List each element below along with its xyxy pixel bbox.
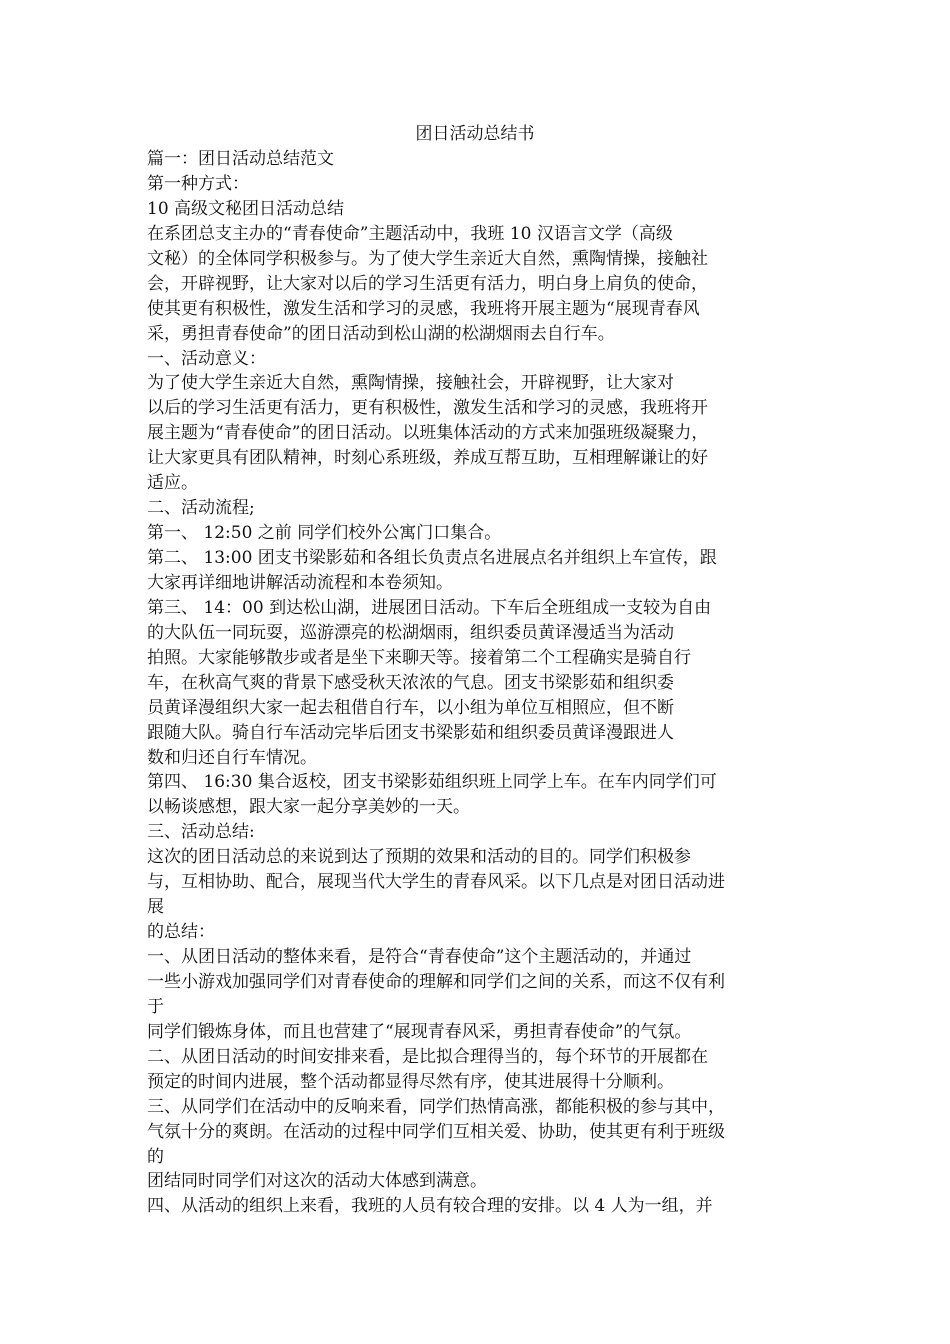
text-line: 预定的时间内进展，整个活动都显得尽然有序，使其进展得十分顺利。 — [147, 1071, 674, 1092]
text-line: 三、从同学们在活动中的反响来看，同学们热情高涨，都能积极的参与其中， — [147, 1096, 725, 1117]
text-line: 的总结： — [147, 922, 215, 943]
text-line: 一、从团日活动的整体来看，是符合“青春使命”这个主题活动的，并通过 — [147, 947, 692, 967]
text-line: 三、活动总结: — [147, 822, 255, 843]
text-line: 以畅谈感想，跟大家一起分享美妙的一天。 — [147, 797, 470, 818]
text-line: 四、从活动的组织上来看，我班的人员有较合理的安排。以 4 人为一组，并 — [147, 1196, 713, 1217]
text-line: 一些小游戏加强同学们对青春使命的理解和同学们之间的关系，而这不仅有利 — [147, 971, 725, 992]
text-line: 跟随大队。骑自行车活动完毕后团支书梁影茹和组织委员黄译漫跟进人 — [147, 722, 674, 743]
text-line: 这次的团日活动总的来说到达了预期的效果和活动的目的。同学们积极参 — [147, 847, 691, 868]
text-line: 二、从团日活动的时间安排来看，是比拟合理得当的，每个环节的开展都在 — [147, 1046, 708, 1067]
text-line: 采，勇担青春使命”的团日活动到松山湖的松湖烟雨去自行车。 — [147, 323, 615, 344]
text-line: 团结同时同学们对这次的活动大体感到满意。 — [147, 1171, 487, 1192]
text-line: 为了使大学生亲近大自然，熏陶情操，接触社会，开辟视野，让大家对 — [147, 373, 674, 394]
text-line: 车，在秋高气爽的背景下感受秋天浓浓的气息。团支书梁影茹和组织委 — [147, 672, 674, 693]
text-line: 篇一：团日活动总结范文 — [147, 149, 334, 169]
text-line: 展 — [147, 897, 164, 918]
text-line: 拍照。大家能够散步或者是坐下来聊天等。接着第二个工程确实是骑自行 — [147, 647, 691, 668]
text-line: 第四、 16:30 集合返校，团支书梁影茹组织班上同学上车。在车内同学们可 — [147, 772, 717, 793]
text-line: 会，开辟视野，让大家对以后的学习生活更有活力，明白身上肩负的使命， — [147, 273, 708, 294]
text-line: 使其更有积极性，激发生活和学习的灵感，我班将开展主题为“展现青春风 — [147, 298, 700, 319]
text-line: 气氛十分的爽朗。在活动的过程中同学们互相关爱、协助，使其更有利于班级 — [147, 1121, 725, 1142]
text-line: 10 高级文秘团日活动总结 — [147, 198, 345, 219]
text-line: 于 — [147, 996, 164, 1017]
document-title: 团日活动总结书 — [415, 124, 535, 144]
text-line: 大家再详细地讲解活动流程和本卷须知。 — [147, 572, 453, 593]
text-line: 的大队伍一同玩耍，巡游漂亮的松湖烟雨，组织委员黄译漫适当为活动 — [147, 622, 674, 643]
text-line: 文秘）的全体同学积极参与。为了使大学生亲近大自然，熏陶情操，接触社 — [147, 248, 708, 269]
document-body — [147, 147, 817, 1219]
text-line: 适应。 — [147, 473, 198, 494]
text-line: 员黄译漫组织大家一起去租借自行车，以小组为单位互相照应，但不断 — [147, 697, 674, 718]
text-line: 的 — [147, 1146, 164, 1167]
text-line: 让大家更具有团队精神，时刻心系班级，养成互帮互助，互相理解谦让的好 — [147, 448, 708, 469]
text-line: 一、活动意义： — [147, 348, 266, 369]
text-line: 第一、 12:50 之前 同学们校外公寓门口集合。 — [147, 523, 502, 544]
text-line: 与，互相协助、配合，展现当代大学生的青春风采。以下几点是对团日活动进 — [147, 872, 725, 893]
text-line: 同学们锻炼身体，而且也营建了“展现青春风采，勇担青春使命”的气氛。 — [147, 1021, 692, 1042]
text-line: 第二、 13:00 团支书梁影茹和各组长负责点名进展点名并组织上车宣传，跟 — [147, 548, 717, 568]
text-line: 数和归还自行车情况。 — [147, 747, 317, 768]
text-line: 第三、 14：00 到达松山湖，进展团日活动。下车后全班组成一支较为自由 — [147, 597, 712, 618]
text-line: 展主题为“青春使命”的团日活动。以班集体活动的方式来加强班级凝聚力， — [147, 423, 709, 444]
text-line: 第一种方式： — [147, 173, 249, 194]
text-line: 以后的学习生活更有活力，更有积极性，激发生活和学习的灵感，我班将开 — [147, 398, 708, 419]
text-line: 在系团总支主办的“青春使命”主题活动中，我班 10 汉语言文学（高级 — [147, 223, 673, 244]
text-line: 二、活动流程; — [147, 498, 255, 519]
